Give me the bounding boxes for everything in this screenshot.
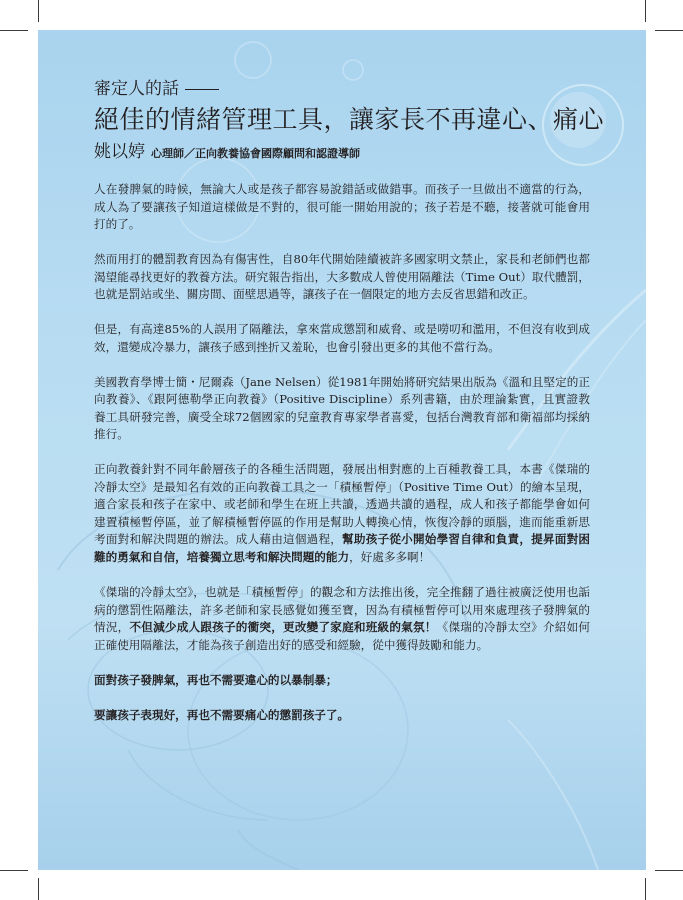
- paragraph: [94, 584, 590, 654]
- page-title: 絕佳的情緒管理工具，讓家長不再違心、痛心: [94, 105, 605, 134]
- crop-mark: [655, 30, 683, 31]
- paragraph-text: 《傑瑞的冷靜太空》，也就是「積極暫停」的觀念和方法推出後，完全推翻了過往被廣泛使用也詬病的懲罰性隔離法，許多老師和家長感覺如獲至寶，因為有積極暫停可以用來處理孩子發脾氣的情況，: [94, 585, 590, 634]
- crop-mark: [655, 870, 683, 871]
- paragraph-text: ，好處多多啊！: [349, 549, 431, 564]
- closing-line: 面對孩子發脾氣，再也不需要違心的以暴制暴；: [94, 672, 338, 687]
- emphasis-text: 不但減少成人跟孩子的衝突，更改變了家庭和班級的氣氛！: [129, 620, 437, 634]
- paragraph-text: 《傑瑞的冷靜太空》介紹如何正確使用隔離法，才能為孩子創造出好的感受和經驗，從中獲得鼓勵和能力。: [94, 620, 590, 652]
- author-line: [94, 140, 614, 166]
- article-body: [94, 181, 590, 742]
- crop-mark: [645, 878, 646, 900]
- kicker-text: 審定人的話: [94, 79, 179, 99]
- paragraph: 人在發脾氣的時候，無論大人或是孩子都容易說錯話或做錯事。而孩子一旦做出不適當的行為，成人為了要讓孩子知道這樣做是不對的，很可能一開始用說的；孩子若是不聽，接著就可能會用打的了。: [94, 182, 590, 231]
- paragraph: [94, 461, 590, 566]
- emphasis-text: 幫助孩子從小開始學習自律和負責，提昇面對困難的勇氣和自信，培養獨立思考和解決問題的能力: [94, 532, 590, 564]
- article-header: [94, 78, 614, 166]
- author-role: 心理師／正向教養協會國際顧問和認證導師: [151, 147, 360, 160]
- section-kicker: [94, 78, 614, 100]
- crop-mark: [38, 0, 39, 22]
- paragraph: 美國教育學博士簡・尼爾森（Jane Nelsen）從1981年開始將研究結果出版為《溫和且堅定的正向教養》、《跟阿德勒學正向教養》（Positive Discipline）系列書籍，由於理論紮實，且實證教養工具研發完善，廣受全球72個國家的兒童教育專家學者喜愛，包括台灣教育部和衛福部均採納推行。: [94, 374, 590, 441]
- author-name: 姚以婷: [94, 142, 145, 162]
- closing-line: 要讓孩子表現好，再也不需要痛心的懲罰孩子了。: [94, 707, 350, 722]
- crop-mark: [0, 870, 28, 871]
- crop-mark: [38, 878, 39, 900]
- crop-mark: [645, 0, 646, 22]
- paragraph: 但是，有高達85%的人誤用了隔離法，拿來當成懲罰和威脅、或是嘮叨和濫用，不但沒有收到成效，還變成冷暴力，讓孩子感到挫折又羞恥，也會引發出更多的其他不當行為。: [94, 322, 590, 354]
- crop-mark: [0, 30, 28, 31]
- paragraph-text: 正向教養針對不同年齡層孩子的各種生活問題，發展出相對應的上百種教養工具，本書《傑瑞的冷靜太空》是最知名有效的正向教養工具之一「積極暫停」（Positive Time Out）的繪本呈現，適合家長和孩子在家中、或老師和學生在班上共讀，透過共讀的過程，成人和孩子都能學會如何建置積極暫停區，並了解積極暫停區的作用是幫助人轉換心情，恢復冷靜的頭腦，進而能重新思考面對和解決問題的辦法。成人藉由這個過程，: [94, 462, 590, 546]
- paragraph: 然而用打的體罰教育因為有傷害性，自80年代開始陸續被許多國家明文禁止，家長和老師們也都渴望能尋找更好的教養方法。研究報告指出，大多數成人曾使用隔離法（Time Out）取代體罰，也就是罰站或坐、關房間、面壁思過等，讓孩子在一個限定的地方去反省思錯和改正。: [94, 252, 590, 301]
- kicker-dash: [185, 89, 219, 91]
